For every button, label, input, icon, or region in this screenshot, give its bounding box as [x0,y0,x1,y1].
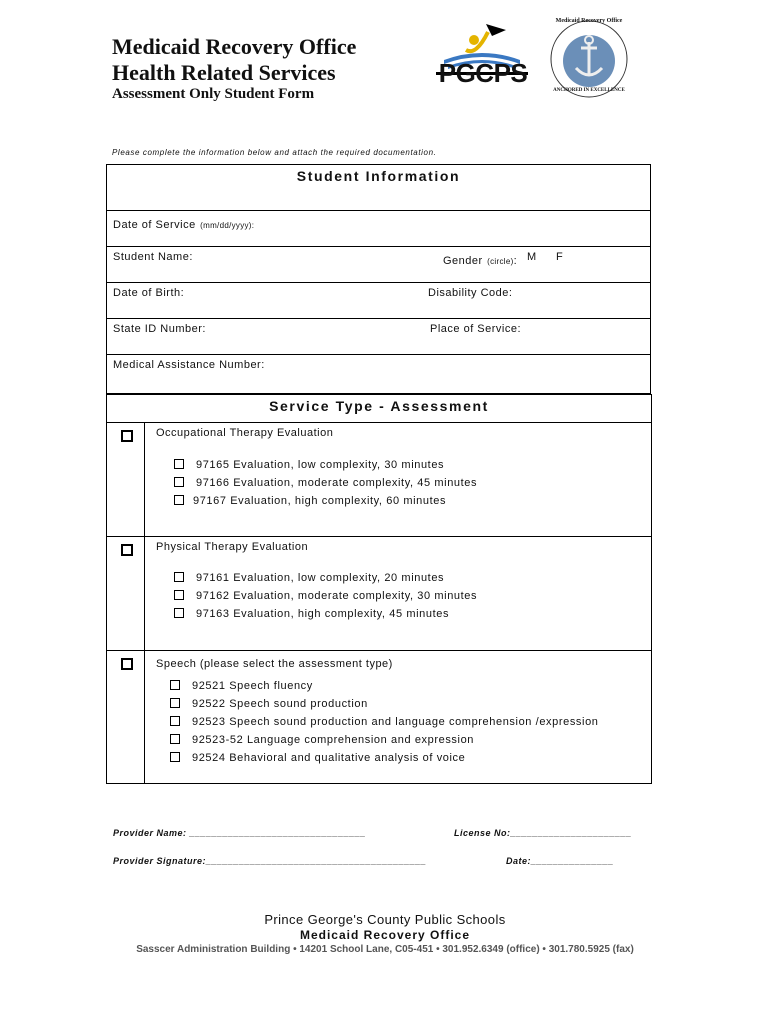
date-row[interactable] [506,856,614,866]
license-row[interactable] [454,828,632,838]
speech-option-checkbox[interactable] [170,734,180,744]
form-subtitle: Assessment Only Student Form [112,86,315,102]
license-line: ______________________ [510,828,632,838]
speech-option-label: 92523 Speech sound production and language comprehension /expression [192,716,599,728]
provider-name-row[interactable] [113,828,366,838]
date-of-service-label: Date of Service [113,219,196,231]
ot-evaluation-label: Occupational Therapy Evaluation [156,427,334,439]
instructions: Please complete the information below and attach the required documentation. [112,148,437,157]
provider-signature-label: Provider Signature: [113,856,207,866]
provider-signature-line: ________________________________________ [206,856,427,866]
pt-option-label: 97161 Evaluation, low complexity, 20 minutes [196,572,445,584]
seal-motto: ANCHORED IN EXCELLENCE [553,88,625,93]
speech-option-label: 92523-52 Language comprehension and expression [192,734,475,746]
form-title-line1: Medicaid Recovery Office [112,34,357,59]
service-type-heading: Service Type - Assessment [269,398,489,414]
ot-evaluation-checkbox[interactable] [121,430,133,442]
provider-name-line: ________________________________ [189,828,366,838]
gender-field[interactable] [443,251,517,269]
footer-org-name: Prince George's County Public Schools [264,912,506,927]
gender-hint: (circle) [487,257,514,266]
date-of-service-field[interactable] [113,215,254,233]
state-id-label[interactable]: State ID Number: [113,323,206,335]
pt-option-checkbox[interactable] [174,590,184,600]
pt-option-checkbox[interactable] [174,608,184,618]
date-of-service-hint: (mm/dd/yyyy): [200,221,255,230]
speech-option-label: 92521 Speech fluency [192,680,313,692]
speech-option-checkbox[interactable] [170,698,180,708]
ot-option-label: 97167 Evaluation, high complexity, 60 minutes [193,495,447,507]
ot-option-checkbox[interactable] [174,495,184,505]
gender-option-m[interactable]: M [527,251,537,263]
license-label: License No: [454,828,511,838]
seal-text: Medicaid Recovery Office [555,18,623,24]
ot-option-checkbox[interactable] [174,459,184,469]
footer-office-name: Medicaid Recovery Office [299,928,471,942]
pt-option-label: 97163 Evaluation, high complexity, 45 minutes [196,608,450,620]
ot-option-label: 97165 Evaluation, low complexity, 30 minutes [196,459,445,471]
place-of-service-label[interactable]: Place of Service: [430,323,522,335]
provider-signature-row[interactable] [113,856,426,866]
gender-label: Gender [443,255,483,267]
student-info-heading: Student Information [296,168,461,184]
speech-evaluation-label: Speech (please select the assessment type) [156,658,393,670]
speech-option-label: 92522 Speech sound production [192,698,368,710]
speech-option-checkbox[interactable] [170,680,180,690]
pt-option-checkbox[interactable] [174,572,184,582]
ot-option-checkbox[interactable] [174,477,184,487]
pt-option-label: 97162 Evaluation, moderate complexity, 30 minutes [196,590,478,602]
footer-address: Sasscer Administration Building • 14201 School Lane, C05-451 • 301.952.6349 (office) • 301.780.5925 (fax) [136,944,634,955]
date-line: _______________ [531,856,614,866]
gender-option-f[interactable]: F [556,251,564,263]
date-label: Date: [506,856,532,866]
speech-evaluation-checkbox[interactable] [121,658,133,670]
disability-code-label[interactable]: Disability Code: [428,287,513,299]
date-of-birth-label[interactable]: Date of Birth: [113,287,185,299]
pt-evaluation-label: Physical Therapy Evaluation [156,541,309,553]
provider-name-label: Provider Name: [113,828,187,838]
gender-colon: : [513,255,518,267]
speech-option-checkbox[interactable] [170,752,180,762]
pt-evaluation-checkbox[interactable] [121,544,133,556]
pgcps-logo-text: PGCPS [438,58,528,88]
speech-option-checkbox[interactable] [170,716,180,726]
student-name-label[interactable]: Student Name: [113,251,193,263]
form-title-line2: Health Related Services [112,60,336,85]
ot-option-label: 97166 Evaluation, moderate complexity, 45 minutes [196,477,478,489]
speech-option-label: 92524 Behavioral and qualitative analysis of voice [192,752,466,764]
ma-number-label[interactable]: Medical Assistance Number: [113,359,265,371]
